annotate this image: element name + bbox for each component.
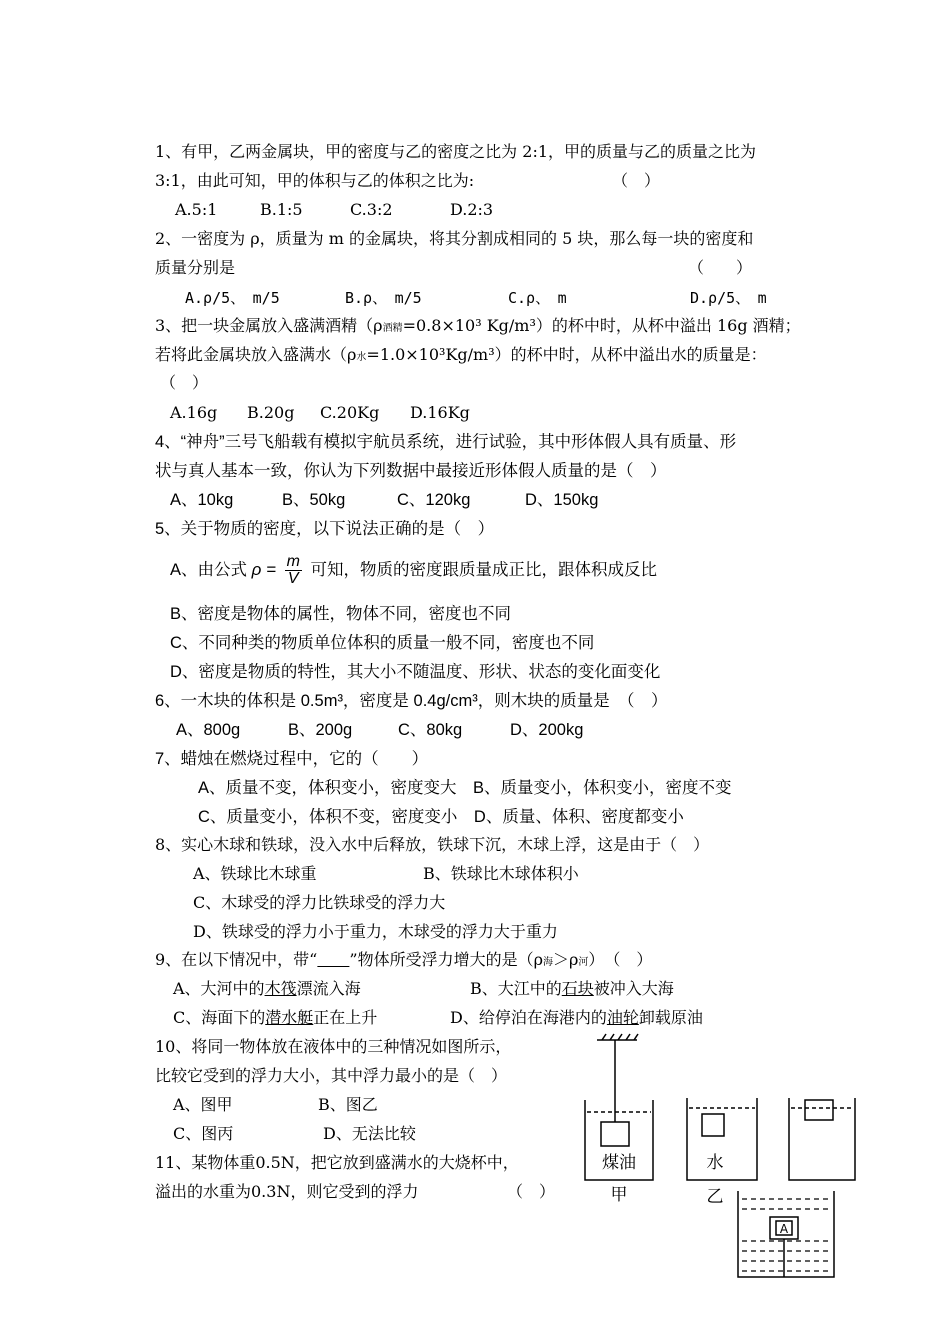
object-block-2 xyxy=(702,1114,724,1136)
q5-option-d: D、密度是物质的特性，其大小不随温度、形状、状态的变化面变化 xyxy=(170,663,661,681)
object-block-1 xyxy=(601,1122,629,1146)
q11-stem-line2: 溢出的水重为0.3N，则它受到的浮力 xyxy=(155,1182,419,1201)
q9-option-b: B、大江中的石块被冲入大海 xyxy=(470,979,674,998)
q1-stem-line2: 3:1，由此可知，甲的体积与乙的体积之比为: xyxy=(155,171,475,190)
q2-option-d: D.ρ/5、 m xyxy=(690,289,767,307)
q10-option-a: A、图甲 xyxy=(173,1095,233,1114)
q2-option-a: A.ρ/5、 m/5 xyxy=(185,289,280,307)
q9-option-d: D、给停泊在海港内的油轮卸载原油 xyxy=(450,1008,703,1027)
q6-option-d: D、200kg xyxy=(510,721,584,739)
q1-option-d: D.2:3 xyxy=(450,200,494,219)
object-block-3 xyxy=(805,1100,833,1120)
q11-beaker-figure xyxy=(730,1185,840,1285)
q11-stem-line1: 11、某物体重0.5N，把它放到盛满水的大烧杯中， xyxy=(155,1153,519,1172)
q3-stem-line2: 若将此金属块放入盛满水（ρ水=1.0×10³Kg/m³）的杯中时，从杯中溢出水的质量是： xyxy=(155,345,767,364)
q4-stem-line2: 状与真人基本一致，你认为下列数据中最接近形体假人质量的是（ ） xyxy=(155,462,667,480)
q9-blank xyxy=(317,950,349,969)
density-formula-fraction: $\frac{m}{V}$ xyxy=(286,553,300,588)
q8-option-a: A、铁球比木球重 xyxy=(193,864,317,883)
q3-option-a: A.16g xyxy=(170,403,218,422)
q1-option-b: B.1:5 xyxy=(260,200,303,219)
density-symbol: ρ = xyxy=(251,560,276,579)
q9-stem: 9、在以下情况中，带“ ”物体所受浮力增大的是（ρ海＞ρ河） （ ） xyxy=(155,950,653,969)
q1-stem-line1: 1、有甲，乙两金属块，甲的密度与乙的密度之比为 2:1，甲的质量与乙的质量之比为 xyxy=(155,142,757,161)
q10-option-c: C、图丙 xyxy=(173,1124,234,1143)
q5-option-b: B、密度是物体的属性，物体不同，密度也不同 xyxy=(170,605,512,623)
figure-label-2: 乙 xyxy=(706,1187,724,1207)
q6-option-a: A、800g xyxy=(176,721,241,739)
q4-option-d: D、150kg xyxy=(525,491,599,509)
q6-stem: 6、一木块的体积是 0.5m³，密度是 0.4g/cm³，则木块的质量是 （ ） xyxy=(155,692,668,710)
q2-answer-paren: （ ） xyxy=(688,258,753,277)
q10-stem-line1: 10、将同一物体放在液体中的三种情况如图所示， xyxy=(155,1037,512,1056)
block-a-label: A xyxy=(779,1222,789,1236)
q4-option-a: A、10kg xyxy=(170,491,234,509)
q3-stem-line1: 3、把一块金属放入盛满酒精（ρ酒精=0.8×10³ Kg/m³）的杯中时，从杯中溢出 16g 酒精； xyxy=(155,316,801,335)
q9-option-c: C、海面下的潜水艇正在上升 xyxy=(173,1008,378,1027)
q6-option-b: B、200g xyxy=(288,721,353,739)
q2-stem-line2: 质量分别是 xyxy=(155,258,236,277)
q9-option-a: A、大河中的木筏漂流入海 xyxy=(173,979,361,998)
q10-stem-line2: 比较它受到的浮力大小，其中浮力最小的是（ ） xyxy=(155,1066,508,1085)
q1-option-c: C.3:2 xyxy=(350,200,393,219)
q8-option-b: B、铁球比木球体积小 xyxy=(423,864,579,883)
q7-options-cd: C、质量变小，体积不变，密度变小 D、质量、体积、密度都变小 xyxy=(198,808,684,826)
q8-stem: 8、实心木球和铁球，没入水中后释放，铁球下沉，木球上浮，这是由于（ ） xyxy=(155,835,710,854)
q3-option-b: B.20g xyxy=(247,403,295,422)
q2-stem-line1: 2、一密度为 ρ，质量为 m 的金属块，将其分割成相同的 5 块，那么每一块的密度和 xyxy=(155,229,754,248)
q2-option-c: C.ρ、 m xyxy=(508,289,567,307)
figure-label-1: 甲 xyxy=(610,1185,628,1205)
q7-options-ab: A、质量不变，体积变小，密度变大 B、质量变小，体积变小，密度不变 xyxy=(198,779,732,797)
q8-option-d: D、铁球受的浮力小于重力，木球受的浮力大于重力 xyxy=(193,922,558,941)
liquid-label-1: 煤油 xyxy=(602,1153,636,1173)
q1-option-a: A.5:1 xyxy=(175,200,218,219)
ceiling-hatch xyxy=(597,1034,638,1040)
liquid-label-2: 水 xyxy=(706,1153,724,1173)
q10-option-d: D、无法比较 xyxy=(323,1124,416,1143)
q4-option-b: B、50kg xyxy=(282,491,346,509)
q6-option-c: C、80kg xyxy=(398,721,463,739)
q2-option-b: B.ρ、 m/5 xyxy=(345,289,422,307)
buoyancy-figure xyxy=(575,1030,875,1210)
q3-answer-paren: （ ） xyxy=(160,373,209,392)
beaker-3 xyxy=(789,1098,855,1180)
q10-option-b: B、图乙 xyxy=(318,1095,378,1114)
q3-option-d: D.16Kg xyxy=(410,403,470,422)
q5-option-a: A、由公式 ρ = $\frac{m}{V}$ 可知，物质的密度跟质量成正比，跟体积成反比 xyxy=(170,553,658,588)
q7-stem: 7、蜡烛在燃烧过程中，它的（ ） xyxy=(155,750,429,768)
q5-stem: 5、关于物质的密度，以下说法正确的是（ ） xyxy=(155,520,495,538)
q4-stem-line1: 4、“神舟”三号飞船载有模拟宇航员系统，进行试验，其中形体假人具有质量、形 xyxy=(155,433,737,451)
q8-option-c: C、木球受的浮力比铁球受的浮力大 xyxy=(193,893,446,912)
q4-option-c: C、120kg xyxy=(397,491,471,509)
q5-option-c: C、不同种类的物质单位体积的质量一般不同，密度也不同 xyxy=(170,634,595,652)
q1-answer-paren: （ ） xyxy=(612,171,661,190)
q3-option-c: C.20Kg xyxy=(320,403,380,422)
q11-answer-paren: （ ） xyxy=(507,1182,556,1201)
